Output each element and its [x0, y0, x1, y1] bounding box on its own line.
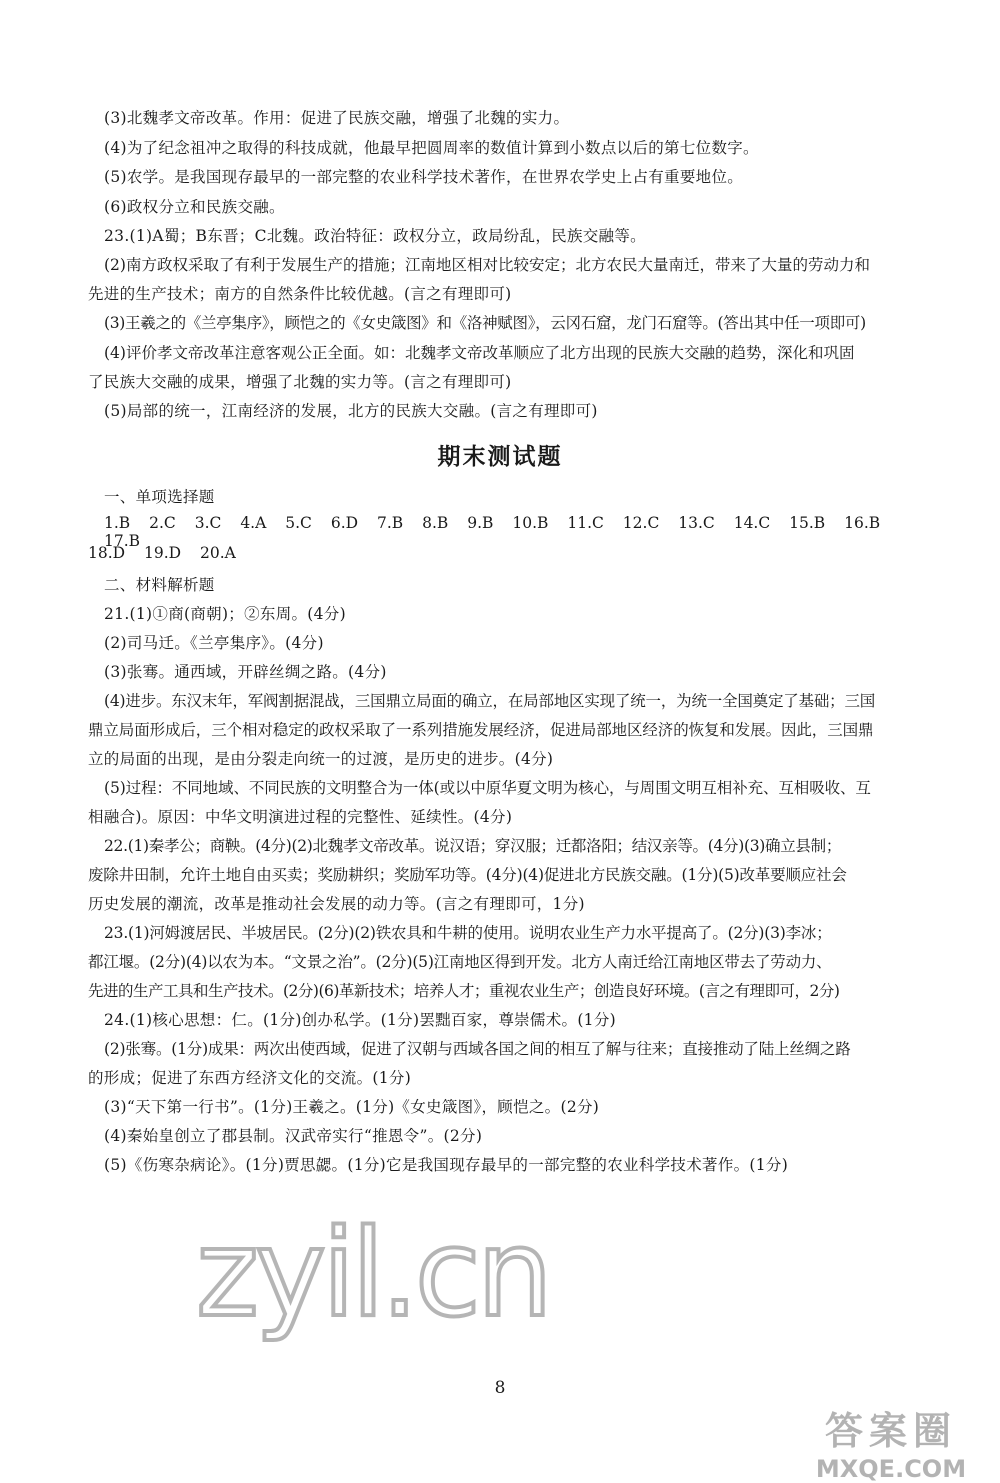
- answer-item: 7.B: [376, 514, 404, 532]
- text-line: 21.(1)①商(商朝)；②东周。(4分): [104, 605, 346, 623]
- text-line: 立的局面的出现，是由分裂走向统一的过渡，是历史的进步。(4分): [88, 750, 554, 768]
- text-line: (2)南方政权采取了有利于发展生产的措施；江南地区相对比较安定；北方农民大量南迁，带来了大量的劳动力和: [104, 256, 870, 274]
- watermark: zyil.cn: [196, 1205, 549, 1344]
- text-line: (4)秦始皇创立了郡县制。汉武帝实行“推恩令”。(2分): [104, 1127, 483, 1145]
- text-line: 历史发展的潮流，改革是推动社会发展的动力等。(言之有理即可，1分): [88, 895, 585, 913]
- watermark-logo-text: 答案圈: [824, 1409, 957, 1453]
- answer-row: [104, 514, 934, 550]
- text-line: (5)农学。是我国现存最早的一部完整的农业科学技术著作，在世界农学史上占有重要地位。: [104, 168, 744, 186]
- answer-item: 19.D: [144, 544, 182, 562]
- answer-item: 1.B: [104, 514, 131, 532]
- text-line: (4)进步。东汉末年，军阀割据混战，三国鼎立局面的确立，在局部地区实现了统一，为统一全国奠定了基础；三国: [104, 692, 876, 710]
- answer-item: 4.A: [240, 514, 267, 532]
- text-line: (3)北魏孝文帝改革。作用：促进了民族交融，增强了北魏的实力。: [104, 109, 570, 127]
- text-line: 23.(1)河姆渡居民、半坡居民。(2分)(2)铁农具和牛耕的使用。说明农业生产力水平提高了。(2分)(3)李冰；: [104, 924, 832, 942]
- answer-item: 14.C: [733, 514, 771, 532]
- answer-item: 6.D: [330, 514, 359, 532]
- text-line: (3)“天下第一行书”。(1分)王羲之。(1分)《女史箴图》，顾恺之。(2分): [104, 1098, 600, 1116]
- page-number: 8: [494, 1378, 506, 1398]
- answer-item: 5.C: [285, 514, 312, 532]
- section-heading: 二、材料解析题: [104, 576, 215, 594]
- answer-row: [88, 544, 934, 562]
- answer-item: 13.C: [678, 514, 715, 532]
- answer-item: 3.C: [194, 514, 222, 532]
- text-line: (4)评价孝文帝改革注意客观公正全面。如：北魏孝文帝改革顺应了北方出现的民族大交融的趋势，深化和巩固: [104, 344, 855, 362]
- answer-item: 15.B: [789, 514, 826, 532]
- text-line: (5)过程：不同地域、不同民族的文明整合为一体(或以中原华夏文明为核心，与周围文明互相补充、互相吸收、互: [104, 779, 871, 797]
- answer-item: 20.A: [200, 544, 236, 562]
- text-line: (3)王羲之的《兰亭集序》，顾恺之的《女史箴图》和《洛神赋图》，云冈石窟，龙门石窟等。(答出其中任一项即可): [104, 314, 866, 332]
- answer-item: 9.B: [467, 514, 494, 532]
- answer-item: 11.C: [567, 514, 604, 532]
- text-line: 22.(1)秦孝公；商鞅。(4分)(2)北魏孝文帝改革。说汉语；穿汉服；迁都洛阳；结汉亲等。(4分)(3)确立县制；: [104, 837, 842, 855]
- text-line: 先进的生产技术；南方的自然条件比较优越。(言之有理即可): [88, 285, 512, 303]
- answer-item: 10.B: [512, 514, 549, 532]
- text-line: 相融合)。原因：中华文明演进过程的完整性、延续性。(4分): [88, 808, 513, 826]
- text-line: (2)司马迁。《兰亭集序》。(4分): [104, 634, 324, 652]
- text-line: (5)《伤寒杂病论》。(1分)贾思勰。(1分)它是我国现存最早的一部完整的农业科学技术著作。(1分): [104, 1156, 789, 1174]
- text-line: 先进的生产工具和生产技术。(2分)(6)革新技术；培养人才；重视农业生产；创造良好环境。(言之有理即可，2分): [88, 982, 840, 1000]
- answer-item: 18.D: [88, 544, 126, 562]
- answer-item: 17.B: [104, 532, 141, 550]
- answer-item: 8.B: [422, 514, 449, 532]
- text-line: (6)政权分立和民族交融。: [104, 198, 285, 216]
- answer-item: 12.C: [622, 514, 660, 532]
- text-line: 废除井田制，允许土地自由买卖；奖励耕织；奖励军功等。(4分)(4)促进北方民族交融。(1分)(5)改革要顺应社会: [88, 866, 847, 884]
- page-title: 期末测试题: [437, 444, 563, 470]
- text-line: 24.(1)核心思想：仁。(1分)创办私学。(1分)罢黜百家，尊崇儒术。(1分): [104, 1011, 616, 1029]
- answer-item: 2.C: [149, 514, 176, 532]
- text-line: (3)张骞。通西域，开辟丝绸之路。(4分): [104, 663, 387, 681]
- text-line: (2)张骞。(1分)成果：两次出使西域，促进了汉朝与西域各国之间的相互了解与往来；直接推动了陆上丝绸之路: [104, 1040, 851, 1058]
- answer-key: [88, 514, 934, 562]
- answer-item: 16.B: [844, 514, 881, 532]
- text-line: (5)局部的统一，江南经济的发展，北方的民族大交融。(言之有理即可): [104, 402, 598, 420]
- text-line: 的形成；促进了东西方经济文化的交流。(1分): [88, 1069, 412, 1087]
- text-line: 鼎立局面形成后，三个相对稳定的政权采取了一系列措施发展经济，促进局部地区经济的恢复和发展。因此，三国鼎: [88, 721, 874, 739]
- text-line: 23.(1)A蜀；B东晋；C北魏。政治特征：政权分立，政局纷乱，民族交融等。: [104, 227, 646, 245]
- watermark-url: MXQE.COM: [815, 1455, 967, 1483]
- text-line: 都江堰。(2分)(4)以农为本。“文景之治”。(2分)(5)江南地区得到开发。北方人南迁给江南地区带去了劳动力、: [88, 953, 832, 971]
- text-line: (4)为了纪念祖冲之取得的科技成就，他最早把圆周率的数值计算到小数点以后的第七位数字。: [104, 139, 759, 157]
- text-line: 了民族大交融的成果，增强了北魏的实力等。(言之有理即可): [88, 373, 512, 391]
- section-heading: 一、单项选择题: [104, 488, 215, 506]
